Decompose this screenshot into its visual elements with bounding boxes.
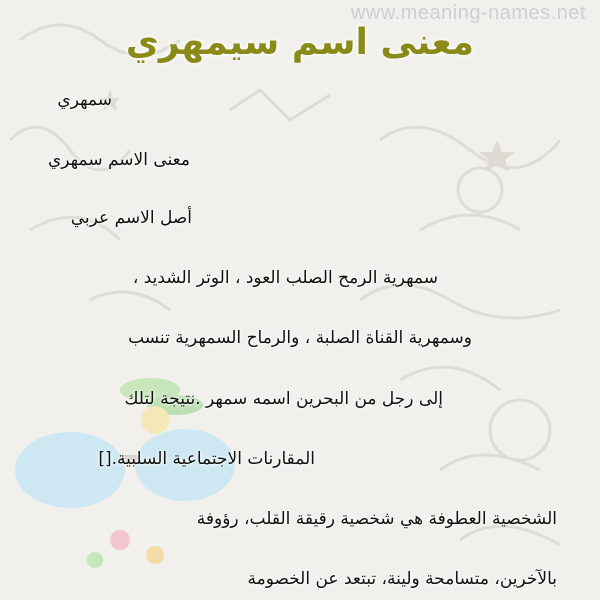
content-line: وسمهرية القناة الصلبة ، والرماح السمهرية تنسب <box>128 328 472 348</box>
page-title: معنى اسم سيمهري <box>125 22 475 63</box>
content-line: سمهرية الرمح الصلب العود ، الوتر الشديد ، <box>132 268 438 288</box>
content-line-name: سمهري <box>57 90 112 110</box>
content-line: المقارنات الاجتماعية السلبية.[] <box>98 449 315 469</box>
content-line: بالآخرين، متسامحة ولينة، تبتعد عن الخصومة <box>247 569 557 589</box>
content-line-origin: أصل الاسم عربي <box>70 208 192 228</box>
content-line: إلى رجل من البحرين اسمه سمهر .نتيجة لتلك <box>124 389 443 409</box>
content-line-meaning: معنى الاسم سمهري <box>48 150 190 170</box>
site-watermark: www.meaning-names.net <box>350 2 586 24</box>
content-line: الشخصية العطوفة هي شخصية رقيقة القلب، رؤوفة <box>196 509 557 529</box>
